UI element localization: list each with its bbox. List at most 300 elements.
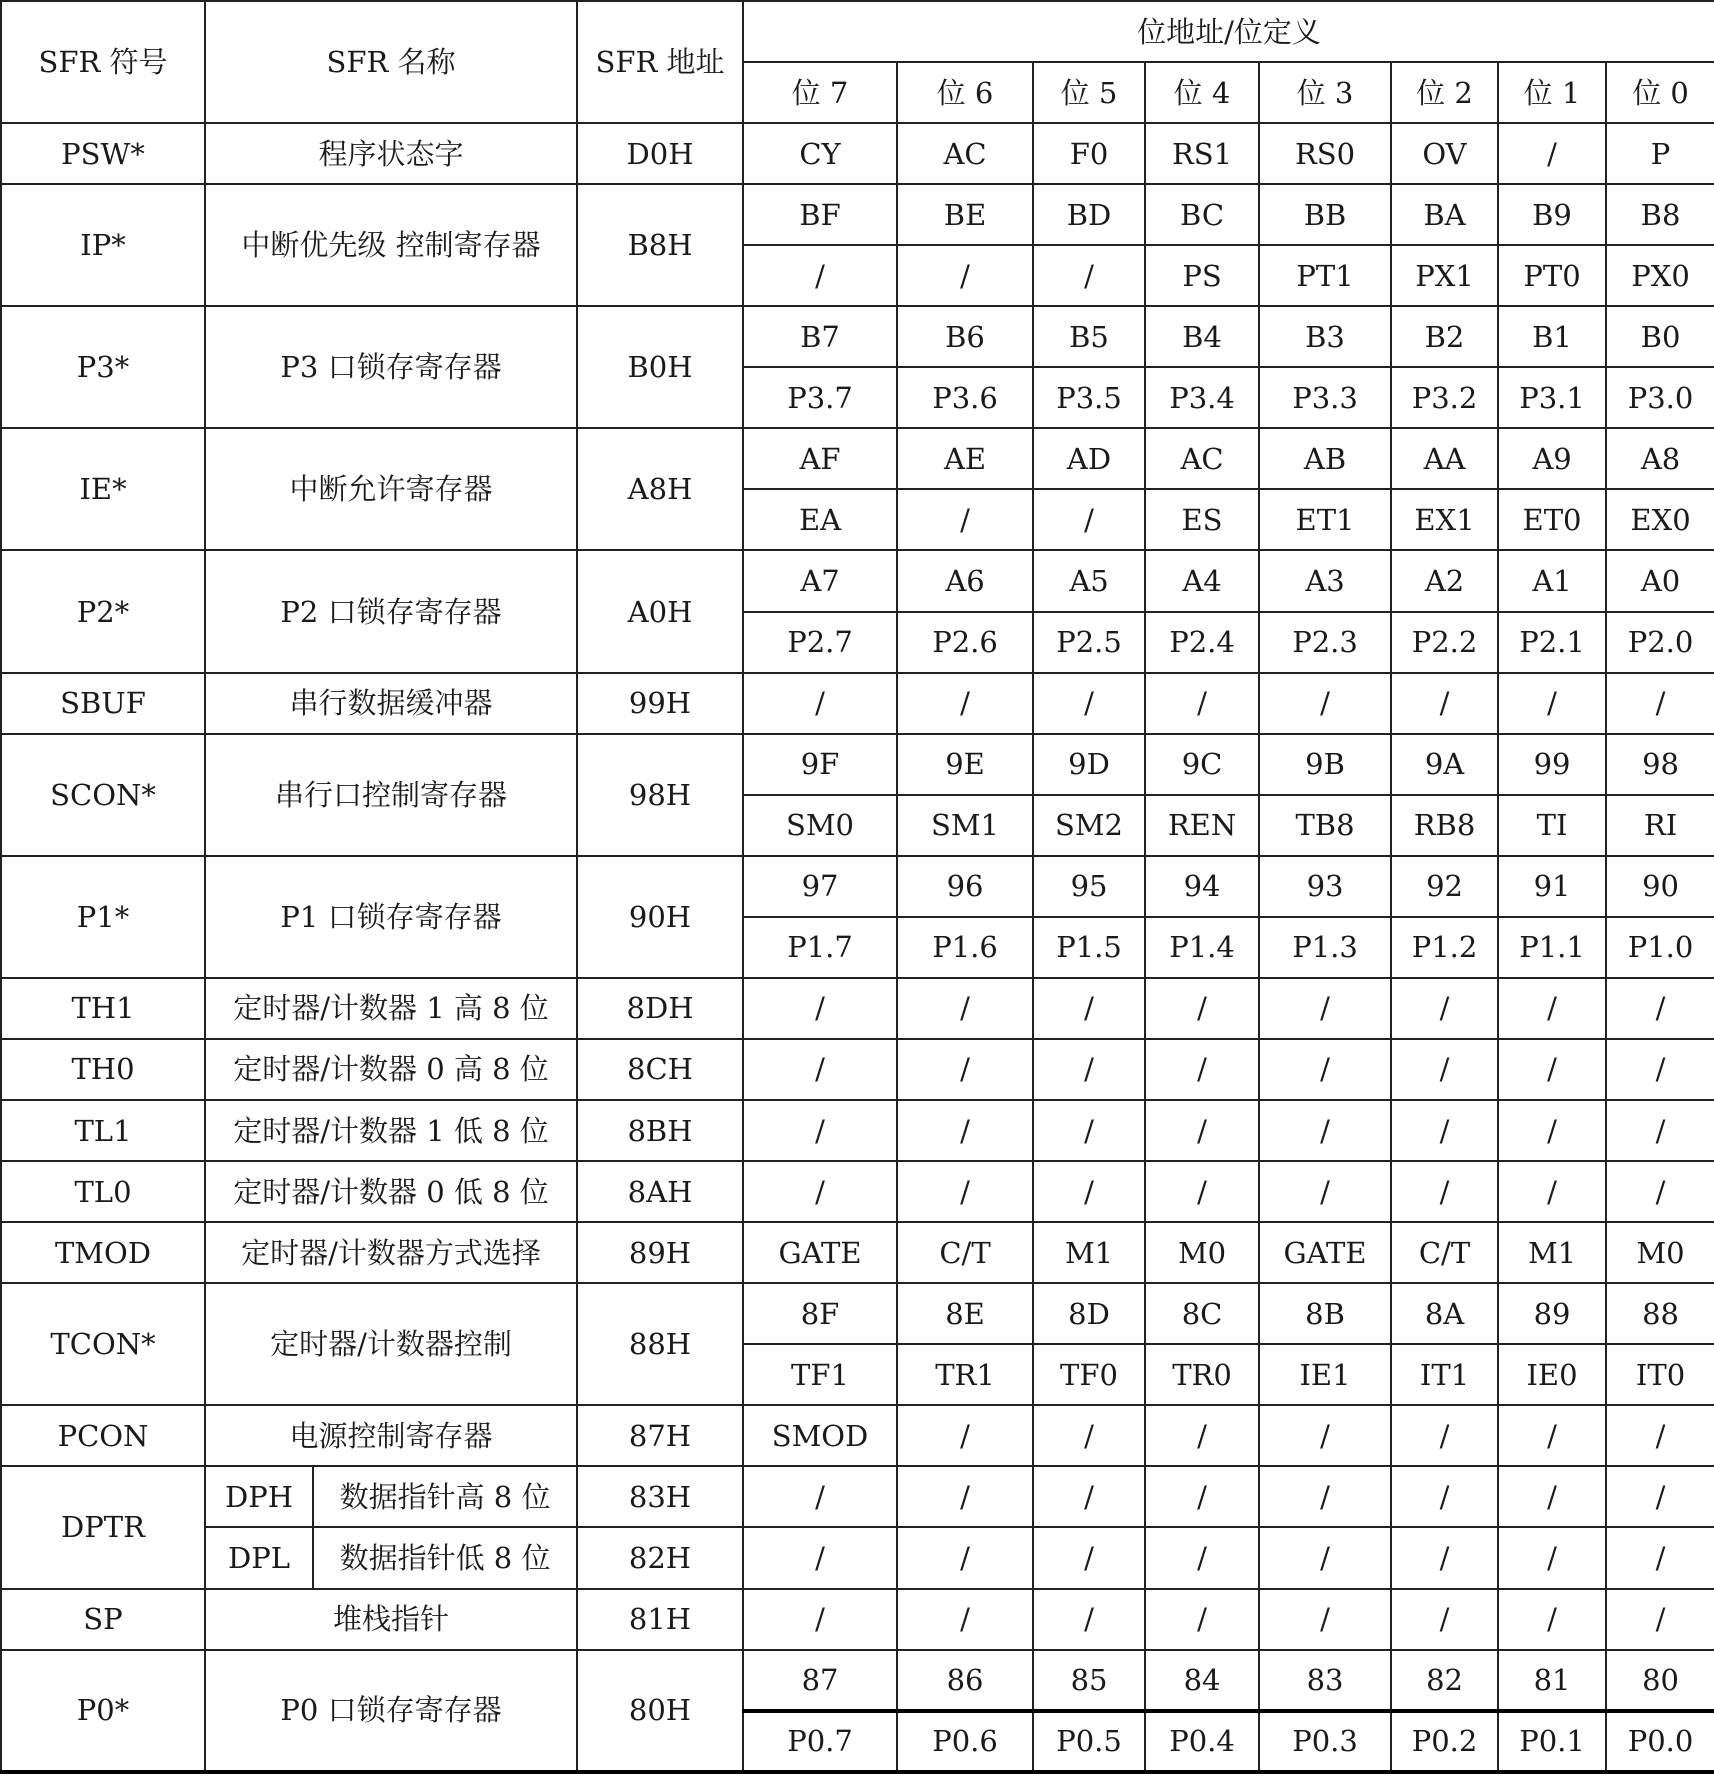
bit-address: BC bbox=[1145, 184, 1259, 245]
bit-address: A5 bbox=[1033, 550, 1145, 611]
bit-definition: / bbox=[1259, 673, 1391, 734]
bit-definition: / bbox=[1033, 978, 1145, 1039]
bit-definition: / bbox=[1498, 1405, 1606, 1466]
register-name: 定时器/计数器 1 高 8 位 bbox=[205, 978, 577, 1039]
bit-address: AA bbox=[1391, 428, 1498, 489]
register-symbol: TCON* bbox=[1, 1283, 205, 1405]
bit-definition: P2.1 bbox=[1498, 612, 1606, 673]
bit-address: 93 bbox=[1259, 856, 1391, 917]
bit-definition: / bbox=[1145, 1405, 1259, 1466]
bit-definition: P1.1 bbox=[1498, 917, 1606, 978]
bit-address: 97 bbox=[743, 856, 897, 917]
bit-definition: / bbox=[1259, 1405, 1391, 1466]
bit-definition: / bbox=[897, 978, 1033, 1039]
bit-definition: TR0 bbox=[1145, 1344, 1259, 1405]
register-address: 89H bbox=[577, 1222, 743, 1283]
bit-address: 8F bbox=[743, 1283, 897, 1344]
bit-address: BD bbox=[1033, 184, 1145, 245]
bit-address: B6 bbox=[897, 306, 1033, 367]
bit-definition: / bbox=[1606, 1039, 1714, 1100]
bit-address: 84 bbox=[1145, 1650, 1259, 1711]
bit-definition: / bbox=[1033, 489, 1145, 550]
bit-definition: P3.6 bbox=[897, 367, 1033, 428]
table-row bbox=[1, 1039, 1714, 1100]
bit-definition: / bbox=[743, 1039, 897, 1100]
bit-address: A3 bbox=[1259, 550, 1391, 611]
bit-definition: / bbox=[1498, 1039, 1606, 1100]
register-name: 数据指针低 8 位 bbox=[313, 1527, 577, 1588]
bit-definition: EX1 bbox=[1391, 489, 1498, 550]
bit-definition: P2.0 bbox=[1606, 612, 1714, 673]
bit-definition: / bbox=[743, 978, 897, 1039]
bit-definition: GATE bbox=[1259, 1222, 1391, 1283]
bit-definition: EX0 bbox=[1606, 489, 1714, 550]
bit-definition: / bbox=[1259, 1466, 1391, 1527]
bit-address: B1 bbox=[1498, 306, 1606, 367]
bit-definition: / bbox=[1145, 1161, 1259, 1222]
register-address: D0H bbox=[577, 123, 743, 184]
header-bit: 位 5 bbox=[1033, 62, 1145, 123]
bit-definition: / bbox=[897, 1100, 1033, 1161]
register-symbol: TH0 bbox=[1, 1039, 205, 1100]
header-bit: 位 0 bbox=[1606, 62, 1714, 123]
register-symbol: IE* bbox=[1, 428, 205, 550]
bit-address: 87 bbox=[743, 1650, 897, 1711]
register-address: 8CH bbox=[577, 1039, 743, 1100]
header-symbol: SFR 符号 bbox=[1, 1, 205, 123]
bit-definition: / bbox=[743, 1161, 897, 1222]
bit-definition: P0.0 bbox=[1606, 1711, 1714, 1772]
bit-definition: / bbox=[1606, 1100, 1714, 1161]
bit-definition: TB8 bbox=[1259, 795, 1391, 856]
register-name: 定时器/计数器控制 bbox=[205, 1283, 577, 1405]
register-address: 8DH bbox=[577, 978, 743, 1039]
bit-address: AF bbox=[743, 428, 897, 489]
table-row bbox=[1, 1283, 1714, 1344]
bit-definition: P3.1 bbox=[1498, 367, 1606, 428]
bit-definition: / bbox=[1033, 673, 1145, 734]
bit-definition: / bbox=[1498, 1161, 1606, 1222]
header-address: SFR 地址 bbox=[577, 1, 743, 123]
bit-definition: P2.5 bbox=[1033, 612, 1145, 673]
register-address: B0H bbox=[577, 306, 743, 428]
register-name: P1 口锁存寄存器 bbox=[205, 856, 577, 978]
bit-address: 80 bbox=[1606, 1650, 1714, 1711]
bit-definition: / bbox=[1033, 245, 1145, 306]
bit-definition: / bbox=[897, 1466, 1033, 1527]
bit-definition: P0.4 bbox=[1145, 1711, 1259, 1772]
bit-address: 8D bbox=[1033, 1283, 1145, 1344]
bit-definition: SM1 bbox=[897, 795, 1033, 856]
bit-definition: P3.5 bbox=[1033, 367, 1145, 428]
register-name: 定时器/计数器方式选择 bbox=[205, 1222, 577, 1283]
register-symbol: TMOD bbox=[1, 1222, 205, 1283]
bit-address: 96 bbox=[897, 856, 1033, 917]
bit-address: BB bbox=[1259, 184, 1391, 245]
header-bit: 位 3 bbox=[1259, 62, 1391, 123]
bit-address: 99 bbox=[1498, 734, 1606, 795]
bit-definition: P2.7 bbox=[743, 612, 897, 673]
bit-definition: M1 bbox=[1033, 1222, 1145, 1283]
bit-definition: TF1 bbox=[743, 1344, 897, 1405]
table-row bbox=[1, 856, 1714, 917]
table-row bbox=[1, 673, 1714, 734]
register-name: 定时器/计数器 0 高 8 位 bbox=[205, 1039, 577, 1100]
bit-definition: P1.7 bbox=[743, 917, 897, 978]
register-address: A0H bbox=[577, 550, 743, 672]
bit-definition: RS0 bbox=[1259, 123, 1391, 184]
bit-definition: / bbox=[1033, 1466, 1145, 1527]
register-name: 电源控制寄存器 bbox=[205, 1405, 577, 1466]
bit-address: 82 bbox=[1391, 1650, 1498, 1711]
bit-definition: F0 bbox=[1033, 123, 1145, 184]
bit-definition: / bbox=[897, 245, 1033, 306]
bit-definition: / bbox=[1498, 978, 1606, 1039]
bit-address: B7 bbox=[743, 306, 897, 367]
bit-address: B0 bbox=[1606, 306, 1714, 367]
header-bit: 位 6 bbox=[897, 62, 1033, 123]
bit-definition: / bbox=[1391, 1161, 1498, 1222]
bit-definition: PS bbox=[1145, 245, 1259, 306]
bit-definition: / bbox=[1033, 1589, 1145, 1650]
bit-address: 9E bbox=[897, 734, 1033, 795]
bit-definition: M0 bbox=[1606, 1222, 1714, 1283]
bit-definition: IT0 bbox=[1606, 1344, 1714, 1405]
header-name: SFR 名称 bbox=[205, 1, 577, 123]
register-address: 87H bbox=[577, 1405, 743, 1466]
bit-definition: P1.4 bbox=[1145, 917, 1259, 978]
table-row bbox=[1, 1161, 1714, 1222]
bit-address: 89 bbox=[1498, 1283, 1606, 1344]
bit-address: A2 bbox=[1391, 550, 1498, 611]
header-bit: 位 2 bbox=[1391, 62, 1498, 123]
bit-definition: / bbox=[1145, 1039, 1259, 1100]
table-row bbox=[1, 1650, 1714, 1711]
bit-definition: / bbox=[1391, 1527, 1498, 1588]
bit-definition: AC bbox=[897, 123, 1033, 184]
bit-address: 83 bbox=[1259, 1650, 1391, 1711]
table-row bbox=[1, 1589, 1714, 1650]
bit-definition: P1.2 bbox=[1391, 917, 1498, 978]
bit-address: 8E bbox=[897, 1283, 1033, 1344]
table-row bbox=[1, 1100, 1714, 1161]
table-row bbox=[1, 550, 1714, 611]
bit-address: B5 bbox=[1033, 306, 1145, 367]
register-address: 80H bbox=[577, 1650, 743, 1772]
bit-definition: PT1 bbox=[1259, 245, 1391, 306]
register-name: P0 口锁存寄存器 bbox=[205, 1650, 577, 1772]
register-sub-symbol: DPH bbox=[205, 1466, 313, 1527]
bit-definition: TI bbox=[1498, 795, 1606, 856]
table-row bbox=[1, 734, 1714, 795]
bit-address: 92 bbox=[1391, 856, 1498, 917]
bit-address: 91 bbox=[1498, 856, 1606, 917]
bit-definition: P bbox=[1606, 123, 1714, 184]
bit-address: 9B bbox=[1259, 734, 1391, 795]
bit-definition: / bbox=[1259, 1100, 1391, 1161]
bit-definition: PX1 bbox=[1391, 245, 1498, 306]
table-body bbox=[1, 123, 1714, 1772]
bit-definition: / bbox=[743, 673, 897, 734]
bit-definition: M0 bbox=[1145, 1222, 1259, 1283]
bit-definition: PT0 bbox=[1498, 245, 1606, 306]
register-symbol: DPTR bbox=[1, 1466, 205, 1588]
bit-definition: / bbox=[1606, 1589, 1714, 1650]
bit-address: AD bbox=[1033, 428, 1145, 489]
bit-address: 9C bbox=[1145, 734, 1259, 795]
bit-definition: / bbox=[897, 673, 1033, 734]
register-symbol: P0* bbox=[1, 1650, 205, 1772]
register-name: 堆栈指针 bbox=[205, 1589, 577, 1650]
bit-definition: / bbox=[1259, 1527, 1391, 1588]
bit-address: 98 bbox=[1606, 734, 1714, 795]
register-address: 98H bbox=[577, 734, 743, 856]
bit-definition: / bbox=[1498, 1527, 1606, 1588]
bit-definition: EA bbox=[743, 489, 897, 550]
bit-definition: ET1 bbox=[1259, 489, 1391, 550]
bit-definition: / bbox=[1391, 1039, 1498, 1100]
bit-address: B9 bbox=[1498, 184, 1606, 245]
bit-address: B3 bbox=[1259, 306, 1391, 367]
register-sub-symbol: DPL bbox=[205, 1527, 313, 1588]
bit-definition: / bbox=[1145, 978, 1259, 1039]
bit-definition: TF0 bbox=[1033, 1344, 1145, 1405]
bit-definition: GATE bbox=[743, 1222, 897, 1283]
bit-address: BA bbox=[1391, 184, 1498, 245]
bit-definition: / bbox=[1145, 1466, 1259, 1527]
register-symbol: P1* bbox=[1, 856, 205, 978]
bit-definition: / bbox=[1498, 1589, 1606, 1650]
bit-address: B8 bbox=[1606, 184, 1714, 245]
bit-definition: SMOD bbox=[743, 1405, 897, 1466]
table-row bbox=[1, 1466, 1714, 1527]
bit-definition: / bbox=[897, 1405, 1033, 1466]
bit-definition: P3.3 bbox=[1259, 367, 1391, 428]
bit-definition: P0.6 bbox=[897, 1711, 1033, 1772]
register-symbol: SCON* bbox=[1, 734, 205, 856]
bit-definition: / bbox=[897, 489, 1033, 550]
table-row bbox=[1, 428, 1714, 489]
bit-address: A8 bbox=[1606, 428, 1714, 489]
bit-definition: M1 bbox=[1498, 1222, 1606, 1283]
bit-definition: / bbox=[1259, 1039, 1391, 1100]
table-row bbox=[1, 184, 1714, 245]
bit-definition: P0.3 bbox=[1259, 1711, 1391, 1772]
bit-address: A4 bbox=[1145, 550, 1259, 611]
bit-definition: / bbox=[743, 1527, 897, 1588]
bit-address: 9D bbox=[1033, 734, 1145, 795]
bit-address: AE bbox=[897, 428, 1033, 489]
header-bit: 位 4 bbox=[1145, 62, 1259, 123]
header-bits-group: 位地址/位定义 bbox=[743, 1, 1714, 62]
bit-definition: P3.7 bbox=[743, 367, 897, 428]
register-name: P2 口锁存寄存器 bbox=[205, 550, 577, 672]
bit-address: 8A bbox=[1391, 1283, 1498, 1344]
bit-definition: / bbox=[1033, 1161, 1145, 1222]
register-symbol: TL0 bbox=[1, 1161, 205, 1222]
bit-address: A0 bbox=[1606, 550, 1714, 611]
bit-definition: P2.4 bbox=[1145, 612, 1259, 673]
bit-definition: SM2 bbox=[1033, 795, 1145, 856]
register-symbol: SBUF bbox=[1, 673, 205, 734]
bit-address: B4 bbox=[1145, 306, 1259, 367]
table-row bbox=[1, 1222, 1714, 1283]
register-name: 中断允许寄存器 bbox=[205, 428, 577, 550]
bit-definition: / bbox=[1145, 1589, 1259, 1650]
header-bit: 位 7 bbox=[743, 62, 897, 123]
bit-definition: / bbox=[897, 1589, 1033, 1650]
bit-definition: IE0 bbox=[1498, 1344, 1606, 1405]
bit-definition: / bbox=[1606, 1405, 1714, 1466]
bit-definition: / bbox=[743, 1100, 897, 1161]
register-address: 82H bbox=[577, 1527, 743, 1588]
register-name: 串行口控制寄存器 bbox=[205, 734, 577, 856]
bit-definition: / bbox=[1033, 1405, 1145, 1466]
bit-address: 94 bbox=[1145, 856, 1259, 917]
bit-definition: / bbox=[1033, 1527, 1145, 1588]
bit-definition: IE1 bbox=[1259, 1344, 1391, 1405]
bit-address: 9A bbox=[1391, 734, 1498, 795]
bit-definition: P3.0 bbox=[1606, 367, 1714, 428]
bit-definition: RB8 bbox=[1391, 795, 1498, 856]
table-row bbox=[1, 978, 1714, 1039]
register-symbol: PCON bbox=[1, 1405, 205, 1466]
register-name: 串行数据缓冲器 bbox=[205, 673, 577, 734]
bit-address: BF bbox=[743, 184, 897, 245]
register-name: 中断优先级 控制寄存器 bbox=[205, 184, 577, 306]
bit-definition: / bbox=[1259, 1161, 1391, 1222]
bit-address: A6 bbox=[897, 550, 1033, 611]
bit-definition: / bbox=[1498, 1100, 1606, 1161]
table-row bbox=[1, 123, 1714, 184]
register-name: P3 口锁存寄存器 bbox=[205, 306, 577, 428]
bit-definition: P3.2 bbox=[1391, 367, 1498, 428]
bit-definition: / bbox=[1606, 1466, 1714, 1527]
bit-definition: P1.0 bbox=[1606, 917, 1714, 978]
bit-address: 90 bbox=[1606, 856, 1714, 917]
register-symbol: P3* bbox=[1, 306, 205, 428]
bit-definition: C/T bbox=[1391, 1222, 1498, 1283]
bit-definition: / bbox=[1145, 1100, 1259, 1161]
bit-definition: / bbox=[1145, 1527, 1259, 1588]
bit-address: 88 bbox=[1606, 1283, 1714, 1344]
bit-definition: P2.6 bbox=[897, 612, 1033, 673]
table-row bbox=[1, 1527, 1714, 1588]
bit-definition: / bbox=[743, 1589, 897, 1650]
bit-definition: / bbox=[743, 1466, 897, 1527]
bit-definition: / bbox=[1391, 1405, 1498, 1466]
register-name: 定时器/计数器 1 低 8 位 bbox=[205, 1100, 577, 1161]
bit-definition: / bbox=[1606, 978, 1714, 1039]
bit-definition: / bbox=[1033, 1039, 1145, 1100]
bit-definition: / bbox=[1033, 1100, 1145, 1161]
register-address: 99H bbox=[577, 673, 743, 734]
bit-address: BE bbox=[897, 184, 1033, 245]
register-symbol: TH1 bbox=[1, 978, 205, 1039]
bit-address: 95 bbox=[1033, 856, 1145, 917]
bit-definition: P2.3 bbox=[1259, 612, 1391, 673]
bit-address: AC bbox=[1145, 428, 1259, 489]
bit-definition: SM0 bbox=[743, 795, 897, 856]
bit-definition: C/T bbox=[897, 1222, 1033, 1283]
header-bit: 位 1 bbox=[1498, 62, 1606, 123]
bit-address: AB bbox=[1259, 428, 1391, 489]
bit-definition: / bbox=[897, 1039, 1033, 1100]
register-address: 83H bbox=[577, 1466, 743, 1527]
bit-definition: ET0 bbox=[1498, 489, 1606, 550]
bit-definition: IT1 bbox=[1391, 1344, 1498, 1405]
bit-definition: / bbox=[1606, 1161, 1714, 1222]
bit-definition: RI bbox=[1606, 795, 1714, 856]
bit-address: 85 bbox=[1033, 1650, 1145, 1711]
bit-definition: / bbox=[1498, 123, 1606, 184]
bit-definition: P1.3 bbox=[1259, 917, 1391, 978]
table-row bbox=[1, 1405, 1714, 1466]
bit-definition: PX0 bbox=[1606, 245, 1714, 306]
bit-definition: RS1 bbox=[1145, 123, 1259, 184]
bit-definition: / bbox=[1391, 978, 1498, 1039]
bit-definition: / bbox=[1391, 1589, 1498, 1650]
bit-address: A9 bbox=[1498, 428, 1606, 489]
bit-definition: / bbox=[1391, 1100, 1498, 1161]
bit-definition: OV bbox=[1391, 123, 1498, 184]
bit-address: 81 bbox=[1498, 1650, 1606, 1711]
register-address: 88H bbox=[577, 1283, 743, 1405]
bit-definition: P3.4 bbox=[1145, 367, 1259, 428]
register-address: 8AH bbox=[577, 1161, 743, 1222]
register-address: 8BH bbox=[577, 1100, 743, 1161]
bit-address: 8B bbox=[1259, 1283, 1391, 1344]
bit-definition: / bbox=[743, 245, 897, 306]
register-name: 数据指针高 8 位 bbox=[313, 1466, 577, 1527]
bit-definition: / bbox=[897, 1527, 1033, 1588]
bit-definition: CY bbox=[743, 123, 897, 184]
bit-definition: / bbox=[1498, 1466, 1606, 1527]
bit-definition: P0.7 bbox=[743, 1711, 897, 1772]
bit-definition: P2.2 bbox=[1391, 612, 1498, 673]
register-symbol: P2* bbox=[1, 550, 205, 672]
bit-address: 8C bbox=[1145, 1283, 1259, 1344]
bit-definition: / bbox=[1606, 1527, 1714, 1588]
register-address: A8H bbox=[577, 428, 743, 550]
bit-definition: / bbox=[897, 1161, 1033, 1222]
bit-definition: / bbox=[1498, 673, 1606, 734]
bit-definition: / bbox=[1259, 1589, 1391, 1650]
bit-definition: P0.5 bbox=[1033, 1711, 1145, 1772]
bit-definition: P0.1 bbox=[1498, 1711, 1606, 1772]
bit-definition: / bbox=[1606, 673, 1714, 734]
register-address: 90H bbox=[577, 856, 743, 978]
bit-definition: / bbox=[1259, 978, 1391, 1039]
bit-address: A1 bbox=[1498, 550, 1606, 611]
register-symbol: TL1 bbox=[1, 1100, 205, 1161]
bit-definition: TR1 bbox=[897, 1344, 1033, 1405]
bit-definition: REN bbox=[1145, 795, 1259, 856]
bit-definition: P0.2 bbox=[1391, 1711, 1498, 1772]
bit-definition: P1.5 bbox=[1033, 917, 1145, 978]
bit-definition: / bbox=[1145, 673, 1259, 734]
register-name: 定时器/计数器 0 低 8 位 bbox=[205, 1161, 577, 1222]
bit-definition: P1.6 bbox=[897, 917, 1033, 978]
bit-address: 9F bbox=[743, 734, 897, 795]
bit-address: B2 bbox=[1391, 306, 1498, 367]
bit-definition: / bbox=[1391, 1466, 1498, 1527]
register-symbol: IP* bbox=[1, 184, 205, 306]
bit-address: 86 bbox=[897, 1650, 1033, 1711]
register-symbol: SP bbox=[1, 1589, 205, 1650]
register-symbol: PSW* bbox=[1, 123, 205, 184]
register-address: 81H bbox=[577, 1589, 743, 1650]
